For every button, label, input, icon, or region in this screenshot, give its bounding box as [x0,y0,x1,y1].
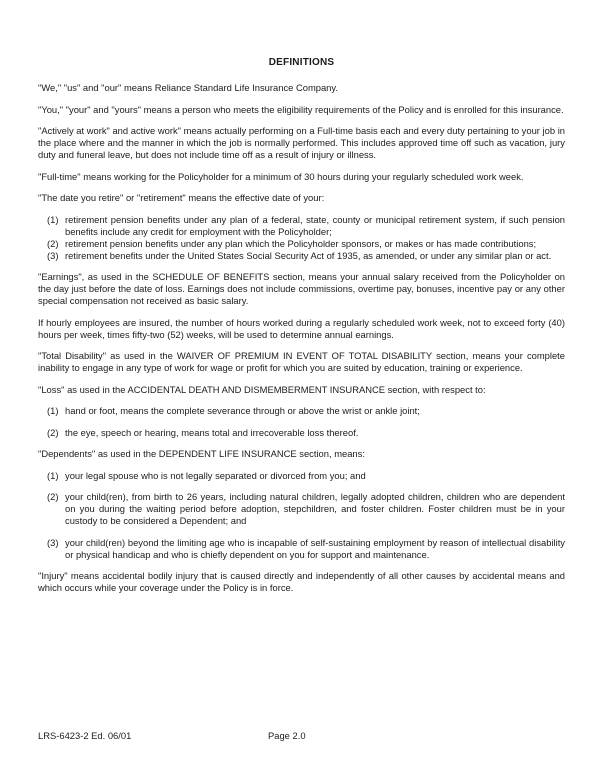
list-item-number: (2) [47,426,59,438]
list-item-text: your child(ren), from birth to 26 years, including natural children, legally adopted children, children who are dependent on you during the waiting period before adoption, stepchildren, and foster children. Foster children must be in your custody to be considered a Dependent; and [65,491,565,526]
list-item-text: your legal spouse who is not legally separated or divorced from you; and [65,469,366,481]
page-number: Page 2.0 [268,730,306,741]
paragraph: "Full-time" means working for the Policyholder for a minimum of 30 hours during your regularly scheduled work week. [38,170,524,182]
paragraph: "Actively at work" and active work" means actually performing on a Full-time basis each and every duty pertaining to your job in the place where and the manner in which the job is normally performed. This includes approved time off such as vacation, jury duty and funeral leave, but does not include time off as a result of injury or illness. [38,125,565,160]
paragraph: "You," "your" and "yours" means a person who meets the eligibility requirements of the Policy and is enrolled for this insurance. [38,103,564,115]
paragraph: "Injury" means accidental bodily injury that is caused directly and independently of all other causes by accidental means and which occurs while your coverage under the Policy is in force. [38,570,565,593]
list-item-number: (2) [47,491,59,502]
paragraph: "The date you retire" or "retirement" means the effective date of your: [38,192,325,203]
paragraph: If hourly employees are insured, the number of hours worked during a regularly scheduled work week, not to exceed forty (40) hours per week, times fifty-two (52) weeks, will be used to determine annual earnings. [38,316,565,340]
list-item [38,491,565,527]
paragraph: "Loss" as used in the ACCIDENTAL DEATH AND DISMEMBERMENT INSURANCE section, with respect to: [38,383,486,395]
list-item-number: (1) [47,405,59,416]
page-title: DEFINITIONS [268,57,335,68]
list-item-number: (1) [47,469,59,481]
list-item-number: (1) [47,213,59,225]
list-item-text: retirement pension benefits under any plan which the Policyholder sponsors, or makes or has made contributions; [65,237,537,249]
list-item-text: retirement pension benefits under any plan of a federal, state, county or municipal retirement system, if such pension benefits include any credit for employment with the Policyholder; [65,213,565,237]
list-item [38,250,565,262]
paragraph: "Total Disability" as used in the WAIVER OF PREMIUM IN EVENT OF TOTAL DISABILITY section, means your complete inability to engage in any type of work for wage or profit for which you are suited by education, training or experience. [38,350,565,373]
list-item [38,238,565,250]
page-footer [0,730,600,742]
form-number: LRS-6423-2 Ed. 06/01 [38,730,132,741]
list-item-text: hand or foot, means the complete severance through or above the wrist or ankle joint; [65,405,420,416]
list-item-text: retirement benefits under the United States Social Security Act of 1935, as amended, or under any similar plan or act. [65,249,552,261]
definition-list [38,470,565,561]
list-item [38,214,565,238]
list-item [38,470,565,482]
paragraph: "Earnings", as used in the SCHEDULE OF BENEFITS section, means your annual salary received from the Policyholder on the day just before the date of loss. Earnings does not include commissions, overtime pay, bonuses, incentive pay or any other special compensation not received as basic salary. [38,271,565,306]
list-item [38,405,565,417]
list-item [38,537,565,561]
list-item [38,427,565,439]
definition-list [38,214,565,262]
paragraph: "Dependents" as used in the DEPENDENT LIFE INSURANCE section, means: [38,448,365,459]
definition-list [38,405,565,439]
list-item-number: (3) [47,249,59,261]
list-item-number: (3) [47,536,59,548]
list-item-text: your child(ren) beyond the limiting age who is incapable of self-sustaining employment by reason of intellectual disability or physical handicap and who is chiefly dependent on you for support and maintenance. [65,536,565,560]
document-body [38,82,565,594]
list-item-number: (2) [47,237,59,249]
list-item-text: the eye, speech or hearing, means total and irrecoverable loss thereof. [65,426,359,438]
paragraph: "We," "us" and "our" means Reliance Standard Life Insurance Company. [38,82,338,93]
